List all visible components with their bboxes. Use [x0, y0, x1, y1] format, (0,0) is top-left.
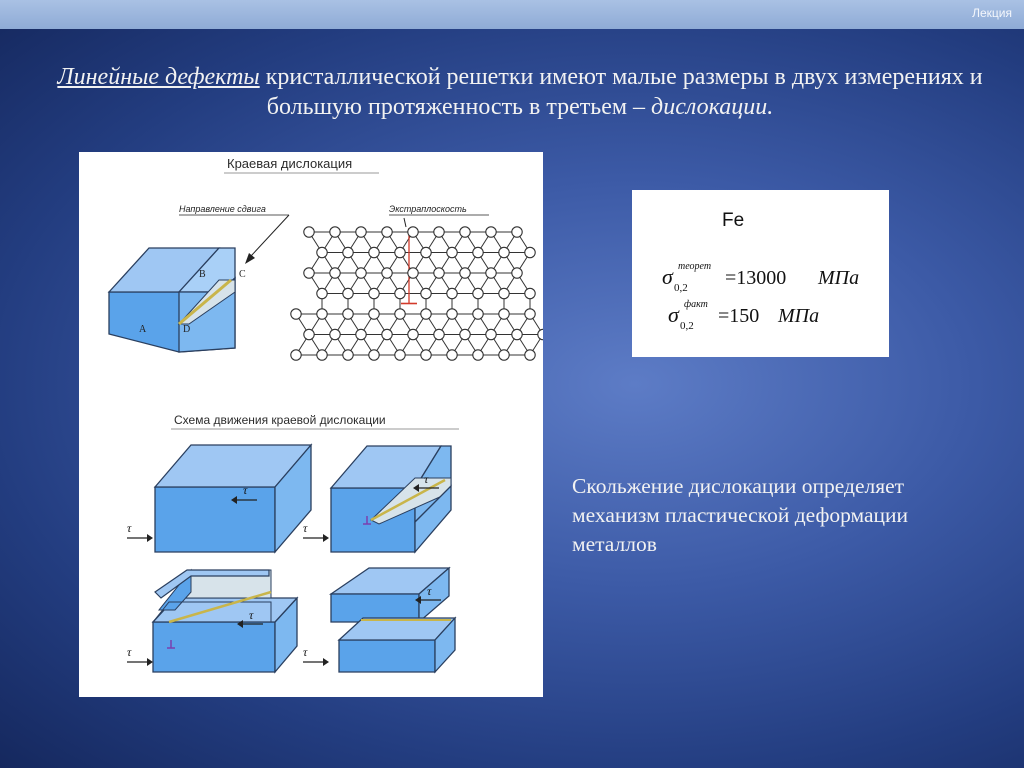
tau-label-2: τ: [127, 521, 132, 535]
lattice-atom: [499, 288, 509, 298]
lattice-atom: [512, 268, 522, 278]
lattice-atom: [421, 247, 431, 257]
lattice-atom: [421, 350, 431, 360]
svg-text:=13000: =13000: [725, 267, 787, 289]
movement-stage-1: [127, 445, 311, 552]
tau-label-5: τ: [249, 608, 254, 622]
lattice-atom: [447, 247, 457, 257]
lattice-atom: [421, 288, 431, 298]
tau-label-1: τ: [243, 483, 248, 497]
lattice-atom: [447, 350, 457, 360]
lattice-atom: [408, 329, 418, 339]
lattice-atom: [434, 268, 444, 278]
point-d-label: D: [183, 324, 191, 335]
scheme-title: Схема движения краевой дислокации: [174, 413, 386, 427]
lattice-atom: [473, 247, 483, 257]
strength-formulas: [632, 190, 889, 357]
lattice-atom: [330, 329, 340, 339]
lattice-atom: [304, 227, 314, 237]
lattice-atom: [369, 309, 379, 319]
slide-heading: [40, 62, 1000, 122]
extraplane-label: Экстраплоскость: [389, 204, 467, 214]
lattice-atom: [473, 350, 483, 360]
svg-text:=150: =150: [718, 305, 760, 327]
lattice-atom: [369, 288, 379, 298]
lattice-atom: [525, 247, 535, 257]
lattice-atom: [343, 288, 353, 298]
actual-strength-formula: [668, 299, 819, 332]
tau-label-7: τ: [427, 584, 432, 598]
iron-strength-box: [632, 190, 889, 357]
lattice-atom: [356, 329, 366, 339]
top-bar: [0, 0, 1024, 29]
svg-text:МПа: МПа: [818, 267, 860, 289]
lattice-atom: [369, 350, 379, 360]
lattice-atom: [395, 350, 405, 360]
lattice-atom: [304, 268, 314, 278]
svg-text:факт: факт: [684, 299, 708, 310]
lattice-atom: [330, 268, 340, 278]
lattice-atom: [356, 268, 366, 278]
heading-term-dislocations: дислокации.: [651, 94, 774, 120]
lattice-atom: [356, 227, 366, 237]
svg-text:теорет: теорет: [678, 261, 712, 272]
svg-text:σ: σ: [662, 264, 673, 289]
edge-dislocation-illustration: [79, 152, 543, 697]
lattice-atom: [317, 288, 327, 298]
lattice-atom: [343, 309, 353, 319]
edge-dislocation-figure: [79, 152, 543, 697]
lattice-atom: [421, 309, 431, 319]
lattice-atom: [538, 329, 543, 339]
lattice-atom: [343, 247, 353, 257]
lattice-atom: [473, 288, 483, 298]
lattice-atom: [291, 309, 301, 319]
lattice-atom: [395, 309, 405, 319]
theoretical-strength-formula: [662, 261, 859, 294]
movement-stage-2: [303, 446, 451, 552]
tau-label-4: τ: [303, 521, 308, 535]
lattice-atom: [304, 329, 314, 339]
lattice-atom: [499, 247, 509, 257]
lattice-atom: [434, 329, 444, 339]
lattice-atom: [460, 227, 470, 237]
lattice-atom: [291, 350, 301, 360]
lattice-atom: [382, 329, 392, 339]
lattice-atom: [343, 350, 353, 360]
svg-text:МПа: МПа: [778, 305, 820, 327]
tau-label-3: τ: [424, 472, 429, 486]
edge-dislocation-block: [109, 248, 235, 352]
tau-label-6: τ: [127, 645, 132, 659]
svg-text:σ: σ: [668, 302, 679, 327]
element-symbol: Fe: [722, 210, 745, 231]
point-c-label: C: [239, 269, 246, 280]
tau-label-8: τ: [303, 645, 308, 659]
lattice-atom: [382, 268, 392, 278]
lattice-atom: [395, 288, 405, 298]
lattice-atom: [408, 268, 418, 278]
lattice-atom: [525, 288, 535, 298]
lattice-atom: [434, 227, 444, 237]
lattice-atom: [447, 309, 457, 319]
lattice-atom: [382, 227, 392, 237]
lattice-atom: [486, 268, 496, 278]
lattice-atom: [512, 227, 522, 237]
lattice-atom: [486, 329, 496, 339]
lattice-atom: [460, 329, 470, 339]
lattice-atom: [447, 288, 457, 298]
lattice-atom: [499, 350, 509, 360]
lattice-atom: [486, 227, 496, 237]
figure-title: Краевая дислокация: [227, 156, 353, 171]
lattice-atom: [499, 309, 509, 319]
lattice-atom: [395, 247, 405, 257]
lattice-atom: [512, 329, 522, 339]
section-label: Лекция: [972, 6, 1012, 20]
lattice-atom: [330, 227, 340, 237]
slip-note: Скольжение дислокации определяет механизм пластической деформации металлов: [572, 474, 909, 556]
point-b-label: B: [199, 269, 206, 280]
point-a-label: A: [139, 324, 147, 335]
svg-text:0,2: 0,2: [674, 282, 688, 294]
lattice-atom: [317, 309, 327, 319]
lattice-atom: [317, 247, 327, 257]
lattice-atom: [369, 247, 379, 257]
lattice-atom: [473, 309, 483, 319]
lattice-atom: [460, 268, 470, 278]
svg-text:0,2: 0,2: [680, 320, 694, 332]
shear-direction-label: Направление сдвига: [179, 204, 266, 214]
lattice-atom: [408, 227, 418, 237]
heading-text: кристаллической решетки имеют малые размеры в двух измерениях и большую протяженность в третьем –: [259, 64, 983, 120]
lattice-atom: [525, 309, 535, 319]
lattice-atom: [317, 350, 327, 360]
lattice-atom: [525, 350, 535, 360]
movement-stage-4: [303, 568, 455, 672]
atomic-lattice: [291, 227, 543, 360]
heading-term: Линейные дефекты: [57, 64, 260, 90]
movement-stage-3: [127, 570, 297, 672]
